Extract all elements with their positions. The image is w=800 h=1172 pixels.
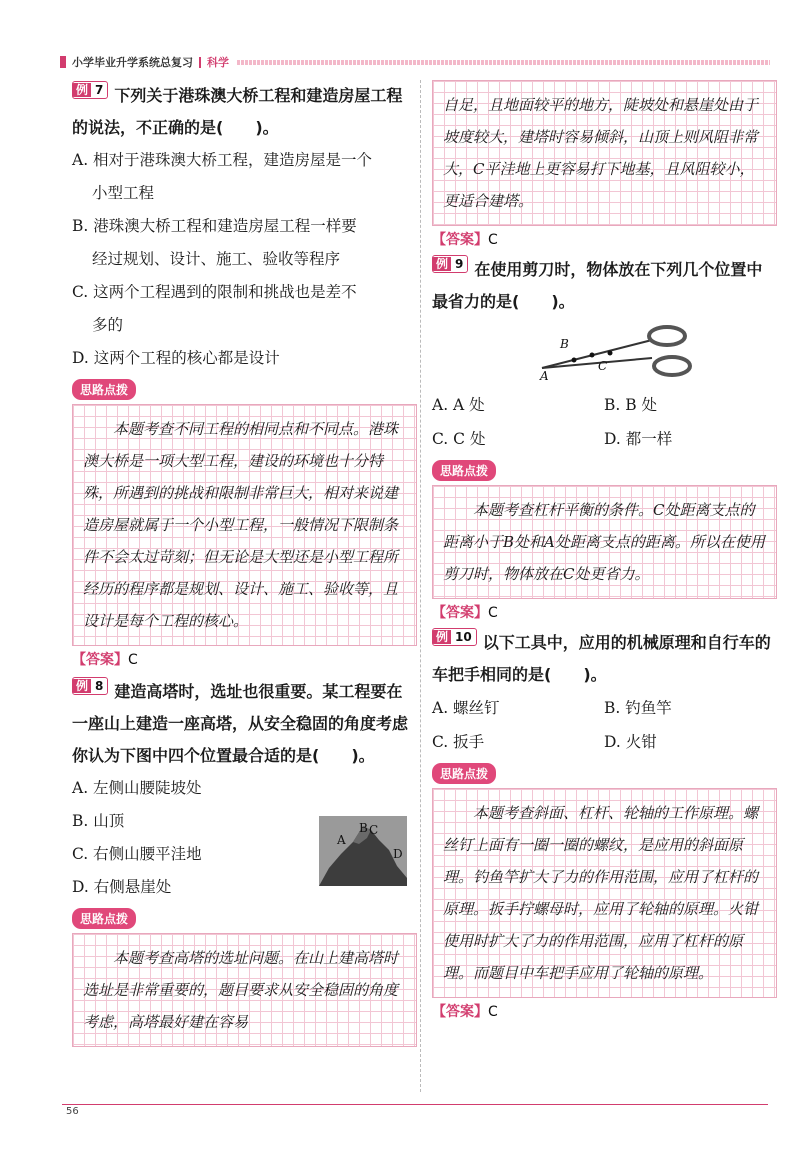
q9-hint-badge: 思路点拨: [432, 460, 496, 481]
q10-option-a: A. 螺丝钉: [432, 699, 500, 717]
q7-analysis-box: [72, 404, 417, 646]
q9-option-c: C. C 处: [432, 430, 486, 448]
q10-options-row1: [432, 691, 777, 725]
q8-option-c: C. 右侧山腰平洼地: [72, 845, 202, 863]
scissors-label-b: B: [560, 337, 569, 351]
q9-answer: 【答案】C: [432, 605, 498, 621]
page-number: 56: [66, 1106, 79, 1117]
q8-analysis-part1: 本题考查高塔的选址问题。在山上建高塔时选址是非常重要的，题目要求从安全稳固的角度考虑，高塔最好建在容易: [83, 949, 399, 1031]
q8-analysis-part2: 自足，且地面较平的地方，陡坡处和悬崖处由于坡度较大，建塔时容易倾斜，山顶上则风阻非常大，C平洼地上更容易打下地基，且风阻较小，更适合建塔。: [443, 96, 759, 210]
q9-tag: 例 9: [432, 255, 468, 273]
point-a-mark: [572, 358, 577, 363]
q7-option-d: D. 这两个工程的核心都是设计: [72, 349, 280, 367]
q10-option-b: B. 钓鱼竿: [604, 699, 672, 717]
q8-option-d: D. 右侧悬崖处: [72, 878, 172, 896]
right-column: [432, 80, 777, 1026]
q10-answer: 【答案】C: [432, 1004, 498, 1020]
figure-label-c: C: [369, 823, 379, 837]
q8-answer: 【答案】C: [432, 232, 498, 248]
scissors-label-c: C: [598, 359, 608, 373]
q10-option-c: C. 扳手: [432, 733, 485, 751]
mountain-illustration: [319, 816, 407, 886]
q9-option-d: D. 都一样: [604, 430, 673, 448]
q8-analysis-box: [72, 933, 417, 1047]
q8-option-b: B. 山顶: [72, 812, 125, 830]
q9-options-row2: [432, 422, 777, 456]
q10-hint-badge: 思路点拨: [432, 763, 496, 784]
figure-label-b: B: [359, 821, 368, 835]
header-rule: [237, 60, 770, 65]
point-c-mark: [608, 351, 613, 356]
scissors-figure: [432, 318, 777, 388]
q10-analysis-box: [432, 788, 777, 998]
q10-tag: 例 10: [432, 628, 477, 646]
header-accent: [60, 56, 66, 68]
q9-options-row1: [432, 388, 777, 422]
page-header: [60, 55, 770, 69]
q8-stem: 例 8 建造高塔时，选址也很重要。某工程要在一座山上建造一座高塔，从安全稳固的角度考虑你认为下图中四个位置最合适的是( )。: [72, 679, 409, 765]
q10-stem: 例 10 以下工具中，应用的机械原理和自行车的车把手相同的是( )。: [432, 630, 771, 684]
column-divider: [420, 80, 421, 1092]
mountain-figure: [319, 816, 407, 886]
q9-analysis-box: [432, 485, 777, 599]
q8-hint-badge: 思路点拨: [72, 908, 136, 929]
q9-option-b: B. B 处: [604, 396, 658, 414]
figure-label-a: A: [337, 833, 346, 847]
q7-hint-badge: 思路点拨: [72, 379, 136, 400]
point-b-mark: [590, 353, 595, 358]
footer-rule: [62, 1104, 768, 1105]
q9-stem: 例 9 在使用剪刀时，物体放在下列几个位置中最省力的是( )。: [432, 257, 763, 311]
q8-option-a: A. 左侧山腰陡坡处: [72, 779, 202, 797]
q10-option-d: D. 火钳: [604, 733, 657, 751]
q7-answer: 【答案】C: [72, 652, 138, 668]
q7-stem: 例 7 下列关于港珠澳大桥工程和建造房屋工程的说法，不正确的是( )。: [72, 83, 403, 137]
left-column: [72, 80, 417, 1047]
q7-option-c: C. 这两个工程遇到的限制和挑战也是差不 多的: [72, 283, 357, 334]
book-title: 小学毕业升学系统总复习: [72, 56, 193, 69]
q8-analysis-box-cont: [432, 80, 777, 226]
subject-label: 科学: [207, 56, 229, 69]
scissors-label-a: A: [540, 369, 549, 383]
q7-option-b: B. 港珠澳大桥工程和建造房屋工程一样要 经过规划、设计、施工、验收等程序: [72, 217, 357, 268]
q9-option-a: A. A 处: [432, 396, 485, 414]
q8-tag: 例 8: [72, 677, 108, 695]
header-separator: [199, 57, 201, 68]
scissors-illustration: [532, 318, 702, 388]
q10-analysis: 本题考查斜面、杠杆、轮轴的工作原理。螺丝钉上面有一圈一圈的螺纹，是应用的斜面原理。钓鱼竿扩大了力的作用范围，应用了杠杆的原理。扳手拧螺母时，应用了轮轴的原理。火钳使用时扩大了力的作用范围，应用了杠杆的原理。而题目中车把手应用了轮轴的原理。: [443, 804, 759, 982]
q10-options-row2: [432, 725, 777, 759]
figure-label-d: D: [393, 847, 403, 861]
q7-analysis: 本题考查不同工程的相同点和不同点。港珠澳大桥是一项大型工程，建设的环境也十分特殊，所遇到的挑战和限制非常巨大，相对来说建造房屋就属于一个小型工程，一般情况下限制条件不会太过苛刻；但无论是大型还是小型工程所经历的程序都是规划、设计、施工、验收等，且设计是每个工程的核心。: [83, 420, 399, 630]
q7-tag: 例 7: [72, 81, 108, 99]
q9-analysis: 本题考查杠杆平衡的条件。C处距离支点的距离小于B处和A处距离支点的距离。所以在使用剪刀时，物体放在C处更省力。: [443, 501, 765, 583]
q7-option-a: A. 相对于港珠澳大桥工程，建造房屋是一个 小型工程: [72, 151, 373, 202]
